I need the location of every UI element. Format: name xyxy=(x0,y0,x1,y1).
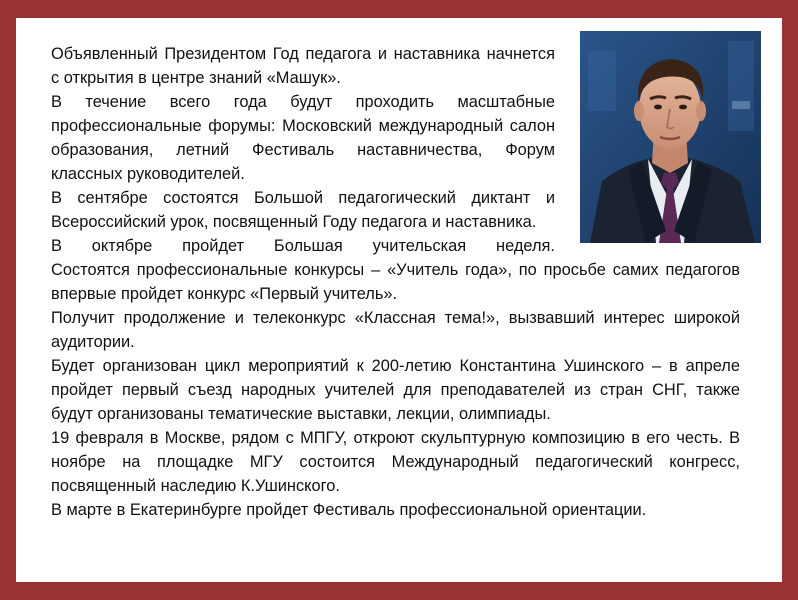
paragraph-sculpture-congress: 19 февраля в Москве, рядом с МПГУ, откроют скульптурную композицию в его честь. В ноябре на площадке МГУ состоится Международный педагогический конгресс, посвященный наследию К.Ушинского. xyxy=(51,429,740,495)
paragraph-year-opening: Объявленный Президентом Год педагога и наставника начнется с открытия в центре знаний «Машук». xyxy=(51,45,555,87)
paragraph-ushinsky-events: Будет организован цикл мероприятий к 200-летию Константина Ушинского – в апреле пройдет первый съезд народных учителей для преподавателей из стран СНГ, также будут организованы тематические выставки, лекции, олимпиады. xyxy=(51,357,740,423)
article-text xyxy=(51,42,740,522)
paragraph-forums: В течение всего года будут проходить масштабные профессиональные форумы: Московский международный салон образования, летний Фестиваль наставничества, Форум классных руководителей. xyxy=(51,93,555,183)
paragraph-october-first: В октябре пройдет Большая учительская неделя. xyxy=(51,237,555,255)
paragraph-september: В сентябре состоятся Большой педагогический диктант и Всероссийский урок, посвященный Году педагога и наставника. xyxy=(51,189,555,231)
paragraph-yekaterinburg-festival: В марте в Екатеринбурге пройдет Фестиваль профессиональной ориентации. xyxy=(51,501,647,519)
paragraph-teleconcourse: Получит продолжение и телеконкурс «Классная тема!», вызвавший интерес широкой аудитории. xyxy=(51,309,740,351)
paragraph-october-contests: Состоятся профессиональные конкурсы – «Учитель года», по просьбе самих педагогов впервые пройдет конкурс «Первый учитель». xyxy=(51,261,740,303)
slide xyxy=(16,18,782,582)
